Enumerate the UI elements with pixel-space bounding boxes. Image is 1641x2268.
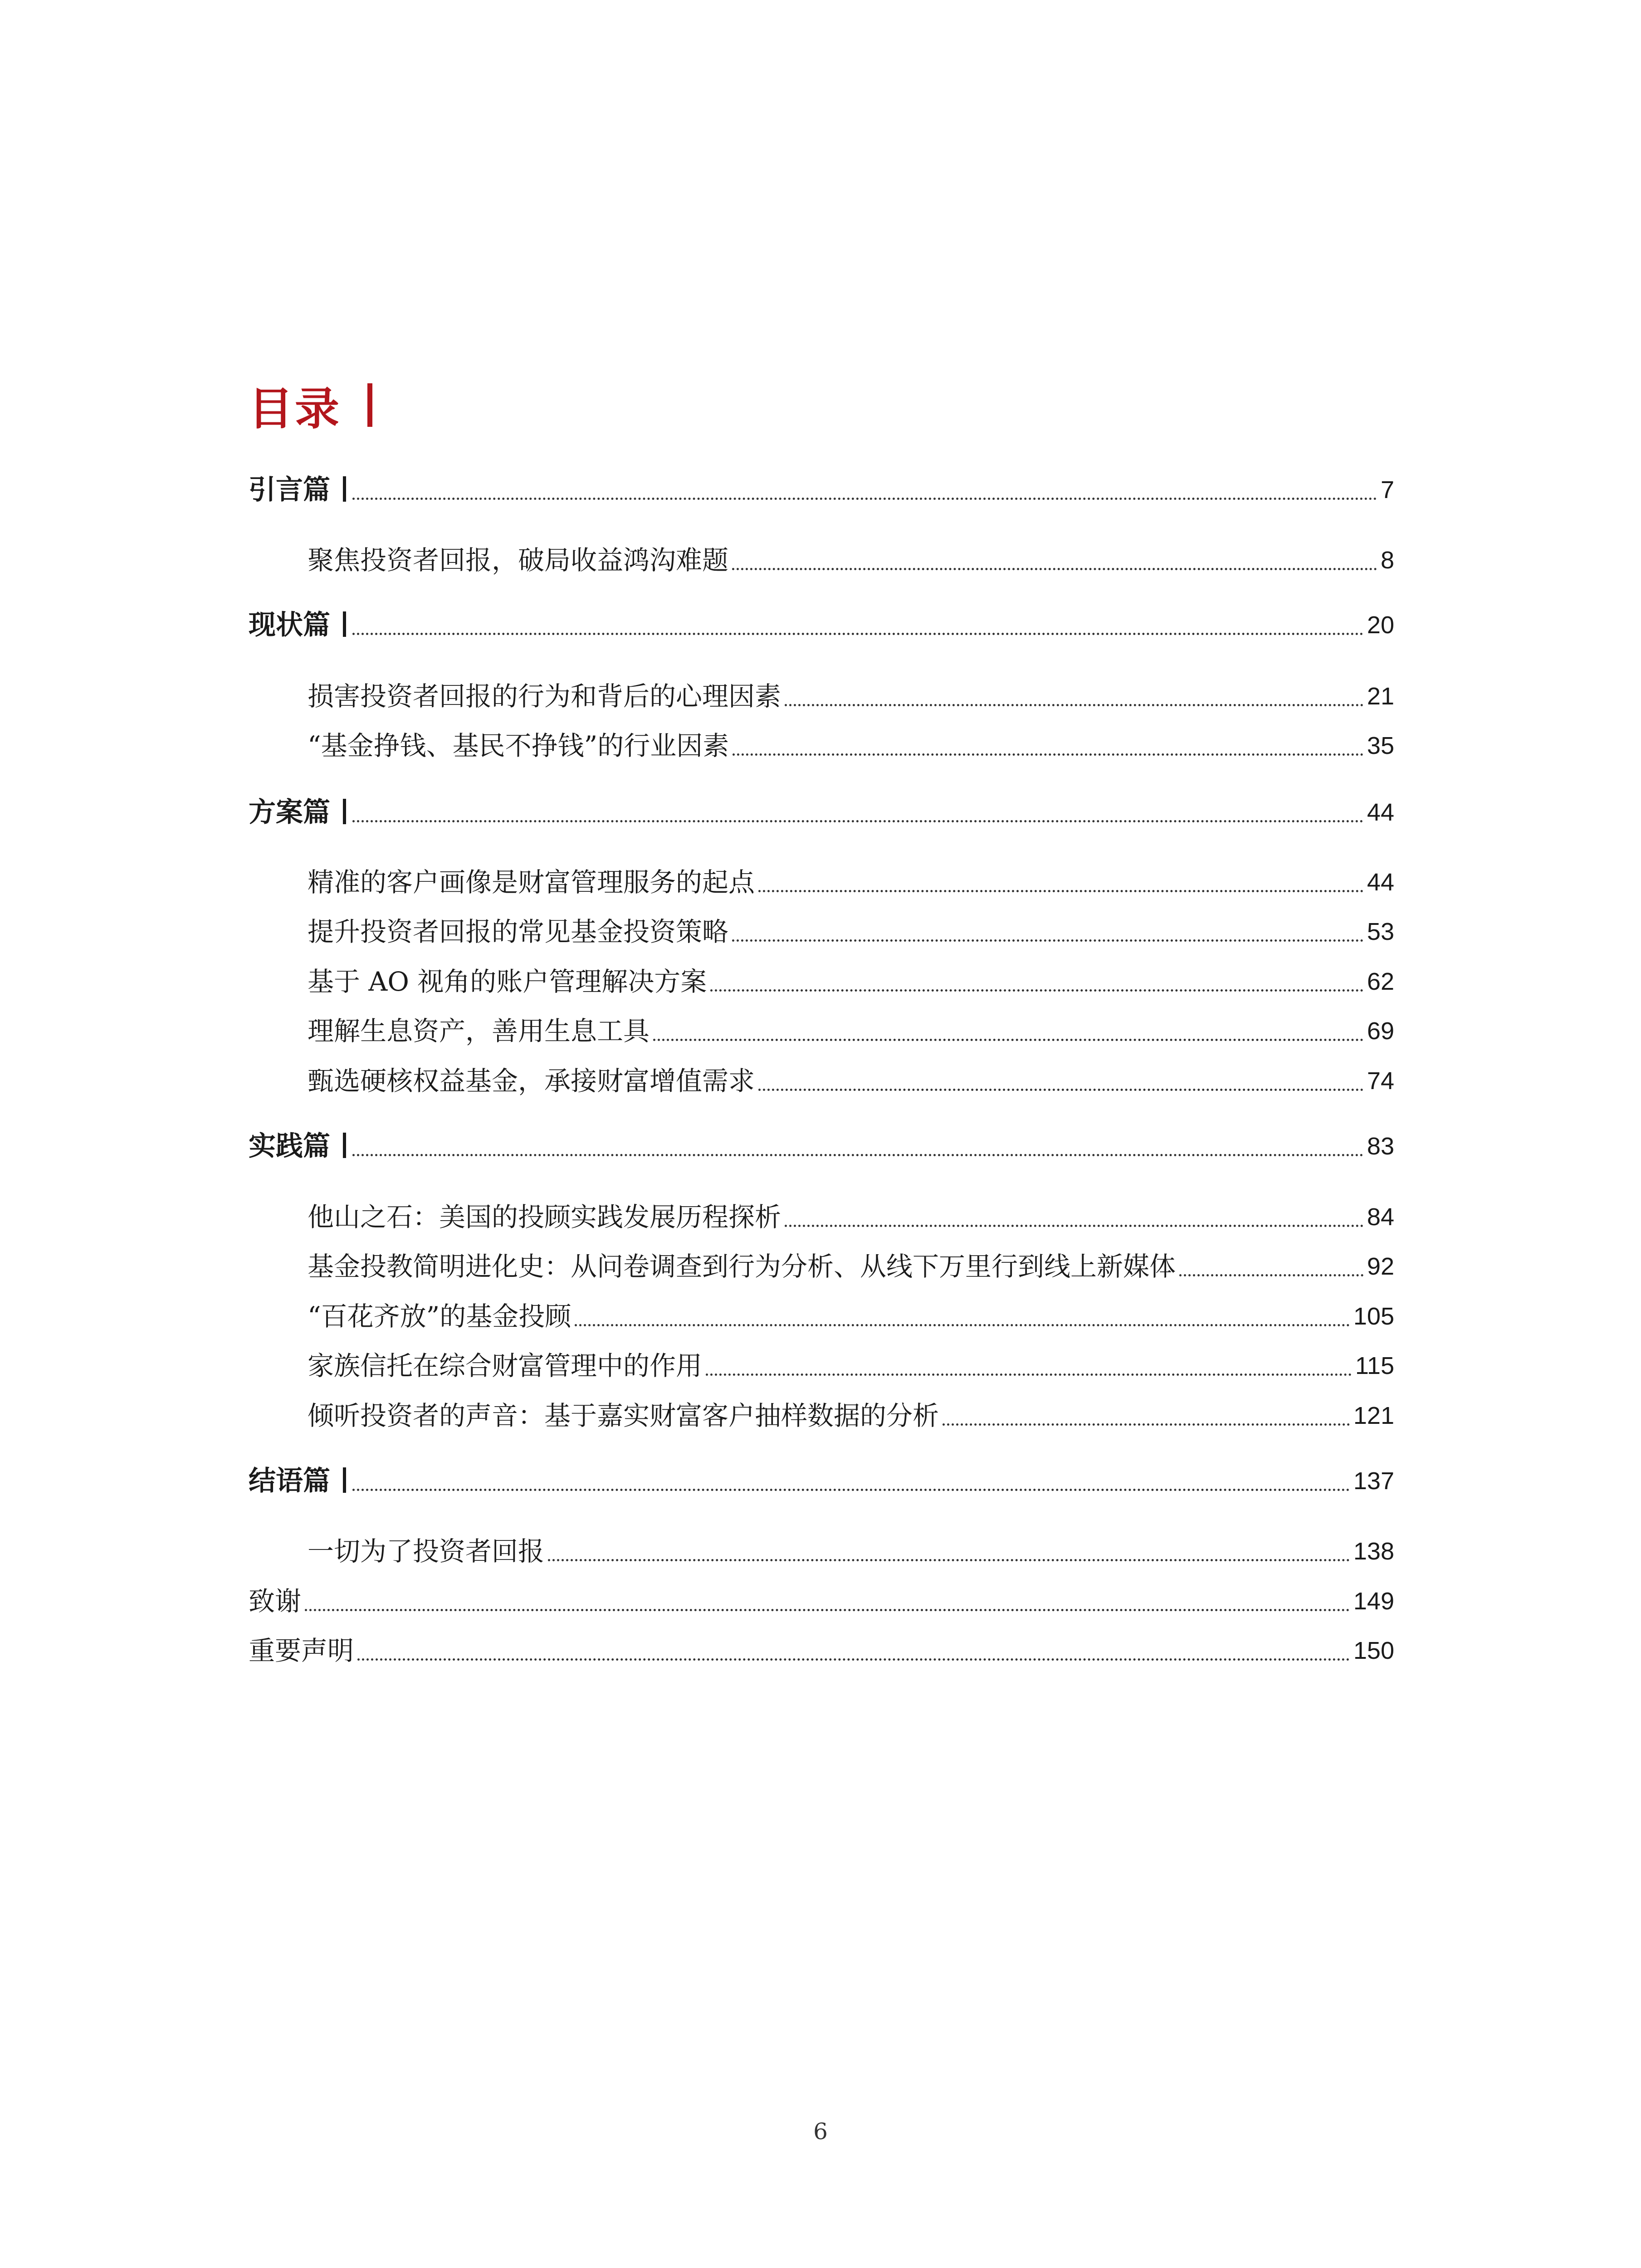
toc-entry-label: “基金挣钱、基民不挣钱”的行业因素 (308, 730, 729, 761)
toc-entry-label: 引言篇 (249, 472, 349, 508)
toc-entry-page: 83 (1367, 1133, 1394, 1160)
section-divider-bar (343, 476, 346, 502)
toc-entry-page: 62 (1367, 968, 1394, 995)
toc-entry-label: 基金投教简明进化史：从问卷调查到行为分析、从线下万里行到线上新媒体 (308, 1251, 1176, 1282)
dot-leader (733, 753, 1363, 756)
toc-entry-disclaimer[interactable] (249, 1633, 1394, 1669)
toc-heading-text: 目录 (249, 383, 342, 435)
dot-leader (575, 1324, 1350, 1326)
toc-entry-page: 20 (1367, 611, 1394, 639)
toc-entry[interactable] (308, 1398, 1394, 1434)
toc-entry-page: 84 (1367, 1203, 1394, 1231)
toc-entry[interactable] (308, 914, 1394, 950)
toc-entry-label: 他山之石：美国的投顾实践发展历程探析 (308, 1202, 781, 1232)
toc-entry-label: 精准的客户画像是财富管理服务的起点 (308, 867, 755, 898)
toc-entry-label: 一切为了投资者回报 (308, 1536, 545, 1567)
toc-section-solution[interactable] (249, 794, 1394, 831)
toc-section-status[interactable] (249, 607, 1394, 643)
toc-entry-label: 甄选硬核权益基金，承接财富增值需求 (308, 1066, 755, 1096)
toc-entry[interactable] (308, 678, 1394, 714)
dot-leader (710, 989, 1363, 992)
toc-entry-label: 实践篇 (249, 1128, 349, 1164)
toc-entry-label: “百花齐放”的基金投顾 (308, 1301, 571, 1332)
dot-leader (305, 1609, 1350, 1611)
dot-leader (352, 633, 1363, 635)
toc-entry-label: 致谢 (249, 1586, 302, 1617)
toc-entry-page: 8 (1380, 547, 1394, 574)
toc-entry-page: 115 (1355, 1352, 1394, 1379)
toc-entry-label: 基于 AO 视角的账户管理解决方案 (308, 966, 707, 997)
page-number: 6 (813, 2118, 828, 2145)
section-divider-bar (343, 1467, 346, 1493)
toc-entry-page: 121 (1353, 1402, 1394, 1429)
toc-entry[interactable] (308, 963, 1394, 1000)
dot-leader (352, 498, 1377, 500)
dot-leader (653, 1039, 1363, 1041)
toc-entry-label: 提升投资者回报的常见基金投资策略 (308, 916, 729, 947)
toc-entry-label: 结语篇 (249, 1463, 349, 1499)
toc-entry-label: 家族信托在综合财富管理中的作用 (308, 1350, 703, 1381)
toc-entry-page: 149 (1353, 1588, 1394, 1615)
toc-entry-page: 35 (1367, 732, 1394, 759)
toc-entry[interactable] (308, 542, 1394, 578)
toc-section-practice[interactable] (249, 1128, 1394, 1164)
dot-leader (758, 1089, 1363, 1091)
toc-entry[interactable] (308, 728, 1394, 764)
toc-entry-label: 方案篇 (249, 794, 349, 831)
toc-entry-page: 74 (1367, 1067, 1394, 1095)
toc-entry-label: 损害投资者回报的行为和背后的心理因素 (308, 681, 781, 712)
dot-leader (357, 1658, 1350, 1661)
toc-entry-page: 44 (1367, 869, 1394, 896)
toc-section-intro[interactable] (249, 472, 1394, 508)
toc-entry-page: 7 (1380, 476, 1394, 503)
toc-entry-label: 倾听投资者的声音：基于嘉实财富客户抽样数据的分析 (308, 1400, 939, 1431)
dot-leader (758, 890, 1363, 892)
dot-leader (943, 1423, 1350, 1426)
toc-entry[interactable] (308, 1013, 1394, 1049)
toc-entry-label: 聚焦投资者回报，破局收益鸿沟难题 (308, 545, 729, 576)
section-divider-bar (343, 799, 346, 824)
dot-leader (785, 1225, 1363, 1227)
dot-leader (785, 704, 1363, 706)
toc-entry[interactable] (308, 1063, 1394, 1099)
dot-leader (352, 1489, 1350, 1491)
toc-entry-page: 69 (1367, 1017, 1394, 1045)
dot-leader (352, 820, 1363, 822)
toc-entry-page: 21 (1367, 683, 1394, 710)
dot-leader (352, 1154, 1363, 1156)
toc-entry[interactable] (308, 1248, 1394, 1285)
section-divider-bar (343, 1133, 346, 1158)
toc-heading-bar (367, 383, 372, 427)
dot-leader (548, 1559, 1350, 1561)
toc-entry-label: 理解生息资产，善用生息工具 (308, 1016, 650, 1046)
toc-entry-label: 现状篇 (249, 607, 349, 643)
section-divider-bar (343, 611, 346, 637)
toc-entry-page: 138 (1353, 1538, 1394, 1565)
dot-leader (1179, 1274, 1363, 1276)
toc-entry[interactable] (308, 1199, 1394, 1235)
toc-entry-page: 53 (1367, 918, 1394, 945)
toc-entry[interactable] (308, 1298, 1394, 1334)
toc-entry-page: 44 (1367, 799, 1394, 826)
toc-section-conclusion[interactable] (249, 1463, 1394, 1499)
toc-entry-acknowledgements[interactable] (249, 1583, 1394, 1619)
toc-entry-label: 重要声明 (249, 1635, 354, 1666)
toc-entry-page: 150 (1353, 1637, 1394, 1664)
dot-leader (732, 568, 1377, 570)
dot-leader (706, 1374, 1352, 1376)
toc-entry-page: 137 (1353, 1467, 1394, 1495)
dot-leader (732, 939, 1363, 942)
toc-entry-page: 92 (1367, 1253, 1394, 1280)
toc-entry[interactable] (308, 864, 1394, 900)
toc-entry[interactable] (308, 1533, 1394, 1569)
toc-entry-page: 105 (1353, 1303, 1394, 1330)
toc-heading (249, 376, 372, 435)
toc-entry[interactable] (308, 1348, 1394, 1384)
